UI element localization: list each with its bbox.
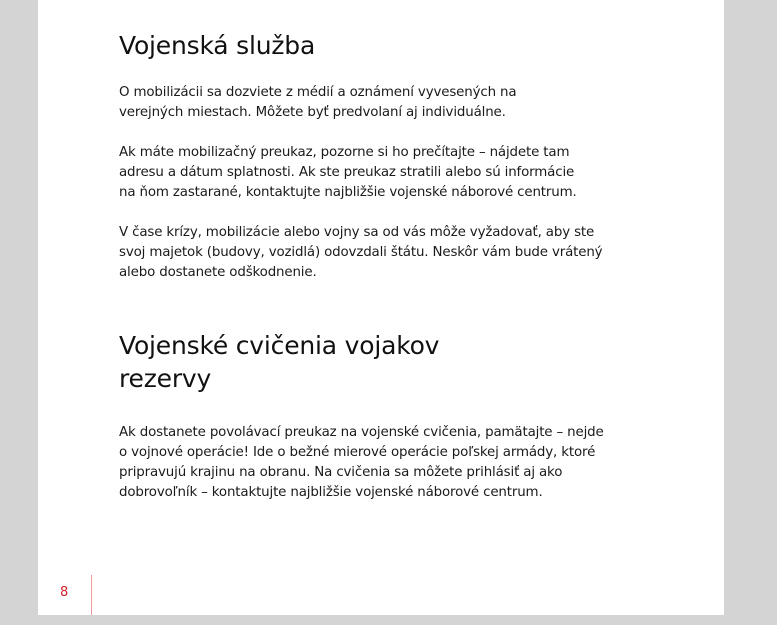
section-heading-reserve-exercises [119,329,459,395]
text-line: o vojnové operácie! Ide o bežné mierové operácie poľskej armády, ktoré [119,445,596,460]
text-line: verejných miestach. Môžete byť predvolaní aj individuálne. [119,105,506,120]
document-page [38,0,724,615]
heading-line: rezervy [119,364,212,393]
paragraph-mobilization-info [119,83,619,123]
text-line: Ak máte mobilizačný preukaz, pozorne si ho prečítajte – nájdete tam [119,145,570,160]
text-line: na ňom zastarané, kontaktujte najbližšie vojenské náborové centrum. [119,185,577,200]
section-heading-military-service: Vojenská služba [119,31,316,60]
heading-line: Vojenské cvičenia vojakov [119,331,440,360]
text-line: pripravujú krajinu na obranu. Na cvičenia sa môžete prihlásiť aj ako [119,465,563,480]
text-line: O mobilizácii sa dozviete z médií a oznámení vyvesených na [119,85,517,100]
text-line: V čase krízy, mobilizácie alebo vojny sa od vás môže vyžadovať, aby ste [119,225,595,240]
text-line: Ak dostanete povolávací preukaz na vojenské cvičenia, pamätajte – nejde [119,425,604,440]
paragraph-mobilization-card [119,143,619,203]
text-line: dobrovoľník – kontaktujte najbližšie vojenské náborové centrum. [119,485,543,500]
paragraph-exercise-call-up [119,423,619,503]
page-number: 8 [60,585,69,600]
text-line: adresu a dátum splatnosti. Ak ste preukaz stratili alebo sú informácie [119,165,575,180]
footer-divider [91,575,92,615]
paragraph-property-requisition [119,223,619,283]
text-line: alebo dostanete odškodnenie. [119,265,317,280]
text-line: svoj majetok (budovy, vozidlá) odovzdali štátu. Neskôr vám bude vrátený [119,245,603,260]
